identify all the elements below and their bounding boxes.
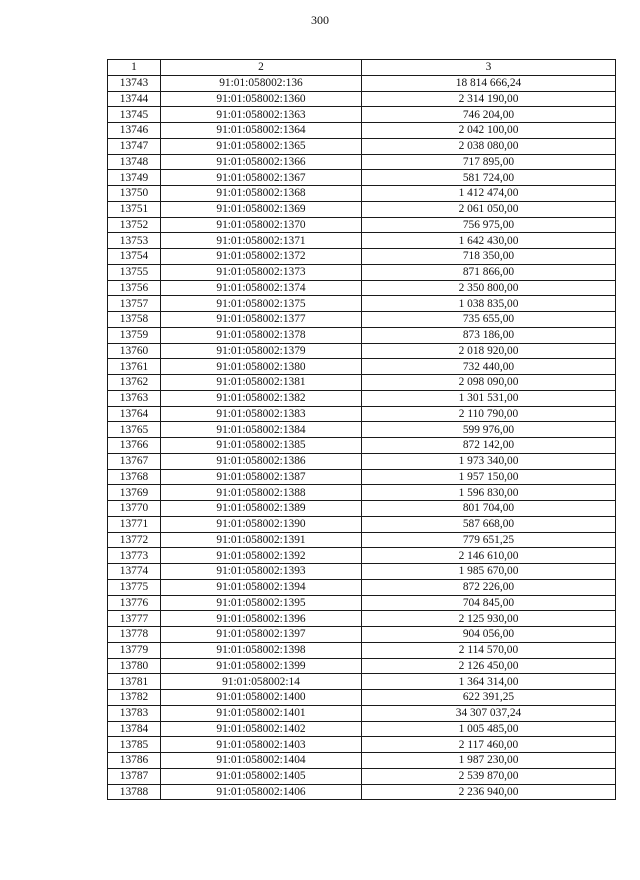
cadastral-id-cell: 91:01:058002:1400	[161, 690, 362, 706]
cadastral-id-cell: 91:01:058002:1389	[161, 501, 362, 517]
table-row	[108, 753, 616, 769]
cadastral-id-cell: 91:01:058002:1405	[161, 768, 362, 784]
row-number-cell: 13771	[108, 516, 161, 532]
value-cell: 801 704,00	[362, 501, 616, 517]
value-cell: 2 117 460,00	[362, 737, 616, 753]
cadastral-id-cell: 91:01:058002:1372	[161, 249, 362, 265]
row-number-cell: 13755	[108, 264, 161, 280]
row-number-cell: 13762	[108, 375, 161, 391]
cadastral-id-cell: 91:01:058002:1390	[161, 516, 362, 532]
row-number-cell: 13768	[108, 469, 161, 485]
row-number-cell: 13747	[108, 138, 161, 154]
table-row	[108, 438, 616, 454]
row-number-cell: 13787	[108, 768, 161, 784]
row-number-cell: 13748	[108, 154, 161, 170]
row-number-cell: 13788	[108, 784, 161, 800]
cadastral-id-cell: 91:01:058002:1396	[161, 611, 362, 627]
cadastral-id-cell: 91:01:058002:1401	[161, 705, 362, 721]
row-number-cell: 13779	[108, 642, 161, 658]
table-row	[108, 201, 616, 217]
cadastral-id-cell: 91:01:058002:1406	[161, 784, 362, 800]
cadastral-id-cell: 91:01:058002:1384	[161, 422, 362, 438]
table-row	[108, 642, 616, 658]
value-cell: 1 596 830,00	[362, 485, 616, 501]
value-cell: 872 142,00	[362, 438, 616, 454]
value-cell: 717 895,00	[362, 154, 616, 170]
cadastral-id-cell: 91:01:058002:1371	[161, 233, 362, 249]
row-number-cell: 13761	[108, 359, 161, 375]
value-cell: 599 976,00	[362, 422, 616, 438]
cadastral-id-cell: 91:01:058002:1387	[161, 469, 362, 485]
table-row	[108, 359, 616, 375]
table-row	[108, 564, 616, 580]
value-cell: 2 042 100,00	[362, 123, 616, 139]
table-row	[108, 217, 616, 233]
page-number: 300	[311, 13, 329, 27]
table-row	[108, 154, 616, 170]
row-number-cell: 13764	[108, 406, 161, 422]
table-row	[108, 516, 616, 532]
value-cell: 1 364 314,00	[362, 674, 616, 690]
table-row	[108, 485, 616, 501]
table-row	[108, 453, 616, 469]
cadastral-id-cell: 91:01:058002:1369	[161, 201, 362, 217]
cadastral-id-cell: 91:01:058002:1374	[161, 280, 362, 296]
table-row	[108, 296, 616, 312]
cadastral-id-cell: 91:01:058002:1377	[161, 312, 362, 328]
row-number-cell: 13754	[108, 249, 161, 265]
table-row	[108, 469, 616, 485]
table-row	[108, 75, 616, 91]
value-cell: 2 350 800,00	[362, 280, 616, 296]
cadastral-id-cell: 91:01:058002:1399	[161, 658, 362, 674]
column-header-cadastral-id: 2	[161, 60, 362, 76]
value-cell: 904 056,00	[362, 627, 616, 643]
cadastral-id-cell: 91:01:058002:1360	[161, 91, 362, 107]
row-number-cell: 13785	[108, 737, 161, 753]
table-row	[108, 501, 616, 517]
cadastral-id-cell: 91:01:058002:1380	[161, 359, 362, 375]
row-number-cell: 13767	[108, 453, 161, 469]
table-row	[108, 343, 616, 359]
value-cell: 2 539 870,00	[362, 768, 616, 784]
row-number-cell: 13753	[108, 233, 161, 249]
value-cell: 718 350,00	[362, 249, 616, 265]
row-number-cell: 13769	[108, 485, 161, 501]
value-cell: 1 973 340,00	[362, 453, 616, 469]
table-row	[108, 91, 616, 107]
cadastral-id-cell: 91:01:058002:1391	[161, 532, 362, 548]
row-number-cell: 13751	[108, 201, 161, 217]
value-cell: 704 845,00	[362, 595, 616, 611]
table-row	[108, 705, 616, 721]
column-header-number: 1	[108, 60, 161, 76]
row-number-cell: 13758	[108, 312, 161, 328]
value-cell: 1 301 531,00	[362, 390, 616, 406]
value-cell: 2 018 920,00	[362, 343, 616, 359]
value-cell: 1 412 474,00	[362, 186, 616, 202]
table-row	[108, 737, 616, 753]
cadastral-id-cell: 91:01:058002:1393	[161, 564, 362, 580]
column-header-value: 3	[362, 60, 616, 76]
row-number-cell: 13784	[108, 721, 161, 737]
row-number-cell: 13778	[108, 627, 161, 643]
row-number-cell: 13763	[108, 390, 161, 406]
table-row	[108, 595, 616, 611]
value-cell: 2 125 930,00	[362, 611, 616, 627]
cadastral-id-cell: 91:01:058002:1388	[161, 485, 362, 501]
value-cell: 2 061 050,00	[362, 201, 616, 217]
value-cell: 581 724,00	[362, 170, 616, 186]
table-row	[108, 107, 616, 123]
value-cell: 2 236 940,00	[362, 784, 616, 800]
value-cell: 18 814 666,24	[362, 75, 616, 91]
table-row	[108, 721, 616, 737]
table-row	[108, 658, 616, 674]
value-cell: 1 642 430,00	[362, 233, 616, 249]
table-row	[108, 548, 616, 564]
row-number-cell: 13745	[108, 107, 161, 123]
value-cell: 871 866,00	[362, 264, 616, 280]
table-row	[108, 422, 616, 438]
cadastral-id-cell: 91:01:058002:1398	[161, 642, 362, 658]
row-number-cell: 13781	[108, 674, 161, 690]
table-row	[108, 390, 616, 406]
cadastral-id-cell: 91:01:058002:1382	[161, 390, 362, 406]
row-number-cell: 13766	[108, 438, 161, 454]
row-number-cell: 13756	[108, 280, 161, 296]
cadastral-id-cell: 91:01:058002:1367	[161, 170, 362, 186]
cadastral-id-cell: 91:01:058002:1386	[161, 453, 362, 469]
row-number-cell: 13776	[108, 595, 161, 611]
cadastral-id-cell: 91:01:058002:1375	[161, 296, 362, 312]
table-row	[108, 312, 616, 328]
row-number-cell: 13786	[108, 753, 161, 769]
row-number-cell: 13760	[108, 343, 161, 359]
row-number-cell: 13775	[108, 579, 161, 595]
value-cell: 732 440,00	[362, 359, 616, 375]
row-number-cell: 13780	[108, 658, 161, 674]
table-row	[108, 264, 616, 280]
table-row	[108, 406, 616, 422]
row-number-cell: 13765	[108, 422, 161, 438]
row-number-cell: 13749	[108, 170, 161, 186]
value-cell: 1 985 670,00	[362, 564, 616, 580]
table-row	[108, 123, 616, 139]
row-number-cell: 13774	[108, 564, 161, 580]
table-row	[108, 186, 616, 202]
table-header-row	[108, 60, 616, 76]
row-number-cell: 13772	[108, 532, 161, 548]
row-number-cell: 13744	[108, 91, 161, 107]
row-number-cell: 13759	[108, 327, 161, 343]
value-cell: 2 098 090,00	[362, 375, 616, 391]
value-cell: 587 668,00	[362, 516, 616, 532]
table-row	[108, 784, 616, 800]
cadastral-id-cell: 91:01:058002:1379	[161, 343, 362, 359]
value-cell: 756 975,00	[362, 217, 616, 233]
value-cell: 1 987 230,00	[362, 753, 616, 769]
cadastral-value-table	[107, 59, 616, 800]
row-number-cell: 13743	[108, 75, 161, 91]
cadastral-id-cell: 91:01:058002:1381	[161, 375, 362, 391]
table-row	[108, 674, 616, 690]
table-row	[108, 579, 616, 595]
cadastral-id-cell: 91:01:058002:14	[161, 674, 362, 690]
table-row	[108, 233, 616, 249]
row-number-cell: 13750	[108, 186, 161, 202]
value-cell: 2 314 190,00	[362, 91, 616, 107]
cadastral-id-cell: 91:01:058002:1378	[161, 327, 362, 343]
cadastral-id-cell: 91:01:058002:1397	[161, 627, 362, 643]
cadastral-id-cell: 91:01:058002:1364	[161, 123, 362, 139]
cadastral-id-cell: 91:01:058002:136	[161, 75, 362, 91]
row-number-cell: 13777	[108, 611, 161, 627]
table-row	[108, 611, 616, 627]
table-row	[108, 375, 616, 391]
table-body	[108, 75, 616, 800]
cadastral-id-cell: 91:01:058002:1403	[161, 737, 362, 753]
row-number-cell: 13752	[108, 217, 161, 233]
table-row	[108, 532, 616, 548]
cadastral-id-cell: 91:01:058002:1402	[161, 721, 362, 737]
row-number-cell: 13782	[108, 690, 161, 706]
value-cell: 2 146 610,00	[362, 548, 616, 564]
value-cell: 873 186,00	[362, 327, 616, 343]
table-row	[108, 327, 616, 343]
row-number-cell: 13773	[108, 548, 161, 564]
value-cell: 735 655,00	[362, 312, 616, 328]
table-row	[108, 280, 616, 296]
table-row	[108, 768, 616, 784]
value-cell: 779 651,25	[362, 532, 616, 548]
cadastral-id-cell: 91:01:058002:1394	[161, 579, 362, 595]
cadastral-id-cell: 91:01:058002:1392	[161, 548, 362, 564]
value-cell: 622 391,25	[362, 690, 616, 706]
row-number-cell: 13746	[108, 123, 161, 139]
value-cell: 1 005 485,00	[362, 721, 616, 737]
cadastral-id-cell: 91:01:058002:1363	[161, 107, 362, 123]
table-row	[108, 138, 616, 154]
table-row	[108, 249, 616, 265]
cadastral-id-cell: 91:01:058002:1368	[161, 186, 362, 202]
cadastral-id-cell: 91:01:058002:1404	[161, 753, 362, 769]
value-cell: 2 110 790,00	[362, 406, 616, 422]
value-cell: 1 038 835,00	[362, 296, 616, 312]
row-number-cell: 13783	[108, 705, 161, 721]
value-cell: 2 114 570,00	[362, 642, 616, 658]
cadastral-id-cell: 91:01:058002:1395	[161, 595, 362, 611]
cadastral-id-cell: 91:01:058002:1366	[161, 154, 362, 170]
cadastral-id-cell: 91:01:058002:1383	[161, 406, 362, 422]
row-number-cell: 13757	[108, 296, 161, 312]
value-cell: 34 307 037,24	[362, 705, 616, 721]
value-cell: 2 038 080,00	[362, 138, 616, 154]
table-row	[108, 170, 616, 186]
cadastral-id-cell: 91:01:058002:1370	[161, 217, 362, 233]
row-number-cell: 13770	[108, 501, 161, 517]
value-cell: 2 126 450,00	[362, 658, 616, 674]
value-cell: 1 957 150,00	[362, 469, 616, 485]
value-cell: 872 226,00	[362, 579, 616, 595]
cadastral-id-cell: 91:01:058002:1373	[161, 264, 362, 280]
cadastral-id-cell: 91:01:058002:1365	[161, 138, 362, 154]
table-row	[108, 627, 616, 643]
cadastral-id-cell: 91:01:058002:1385	[161, 438, 362, 454]
value-cell: 746 204,00	[362, 107, 616, 123]
table-row	[108, 690, 616, 706]
